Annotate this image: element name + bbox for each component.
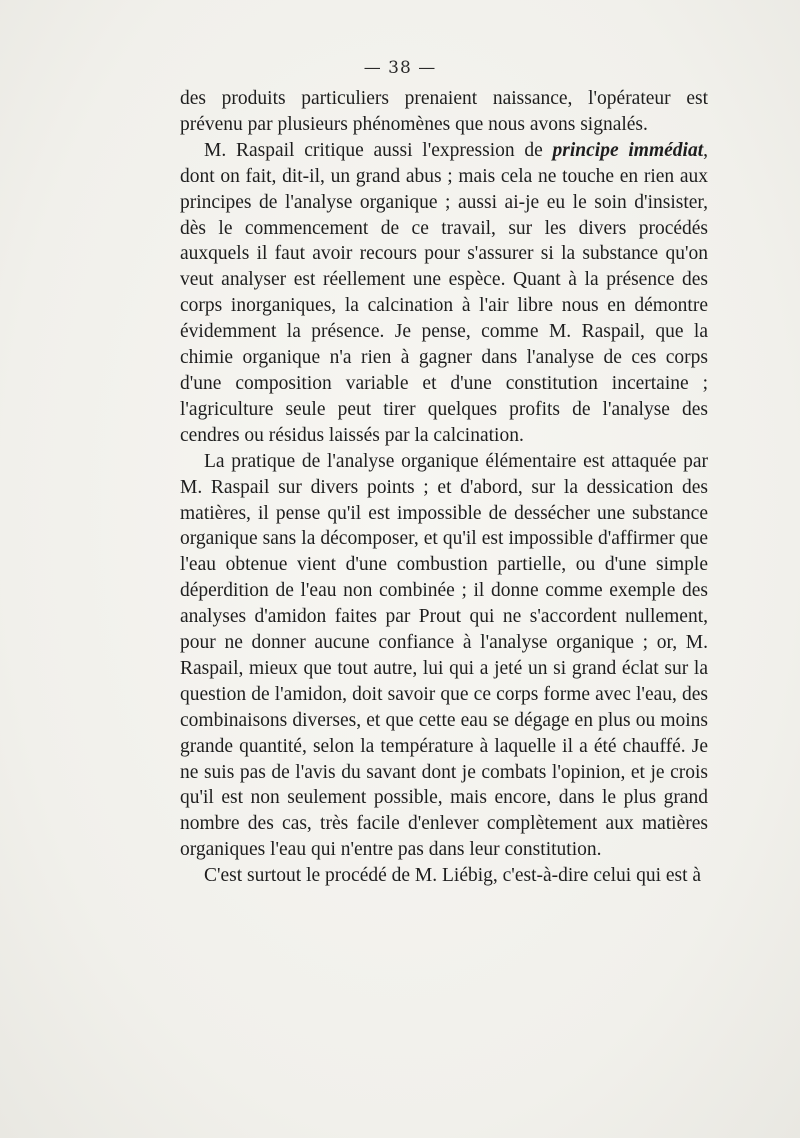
paragraph-3: [180, 449, 708, 864]
text-segment: des produits particuliers prenaient naissance, l'opérateur est prévenu par plusieurs phénomènes que nous avons signalés.: [180, 88, 708, 135]
page-number: — 38 —: [363, 58, 437, 78]
text-segment: La pratique de l'analyse organique élémentaire est attaquée par M. Raspail sur divers points ; et d'abord, sur la dessication des matières, il pense qu'il est impossible de dessécher une substance organique sans la décomposer, et qu'il est impossible d'affirmer que l'eau obtenue vient d'une combustion partielle, ou d'une simple déperdition de l'eau non combinée ; il donne comme exemple des analyses d'amidon faites par Prout qui ne s'accordent nullement, pour ne donner aucune confiance à l'analyse organique ; or, M. Raspail, mieux que tout autre, lui qui a jeté un si grand éclat sur la question de l'amidon, doit savoir que ce corps forme avec l'eau, des combinaisons diverses, et que cette eau se dégage en plus ou moins grande quantité, selon la température à laquelle il a été chauffé. Je ne suis pas de l'avis du savant dont je combats l'opinion, et je crois qu'il est non seulement possible, mais encore, dans le plus grand nombre des cas, très facile d'enlever complètement aux matières organiques l'eau qui n'entre pas dans leur constitution.: [180, 450, 708, 861]
text-segment: C'est surtout le procédé de M. Liébig, c'est-à-dire celui qui est à: [204, 865, 702, 887]
text-segment: M. Raspail critique aussi l'expression de: [204, 139, 553, 161]
text-segment: , dont on fait, dit-il, un grand abus ; mais cela ne touche en rien aux principes de l'analyse organique ; aussi ai-je eu le soin d'insister, dès le commencement de ce travail, sur les divers procédés auxquels il faut avoir recours pour s'assurer si la substance qu'on veut analyser est réellement une espèce. Quant à la présence des corps inorganiques, la calcination à l'air libre nous en démontre évidemment la présence. Je pense, comme M. Raspail, que la chimie organique n'a rien à gagner dans l'analyse de ces corps d'une composition variable et d'une constitution incertaine ; l'agriculture seule peut tirer quelques profits de l'analyse des cendres ou résidus laissés par la calcination.: [180, 139, 709, 446]
emphasized-term: principe immédiat: [552, 139, 704, 161]
paragraph-4: [180, 863, 708, 889]
body-text: [180, 86, 708, 889]
paragraph-1: [180, 86, 708, 138]
paragraph-2: [180, 138, 708, 449]
